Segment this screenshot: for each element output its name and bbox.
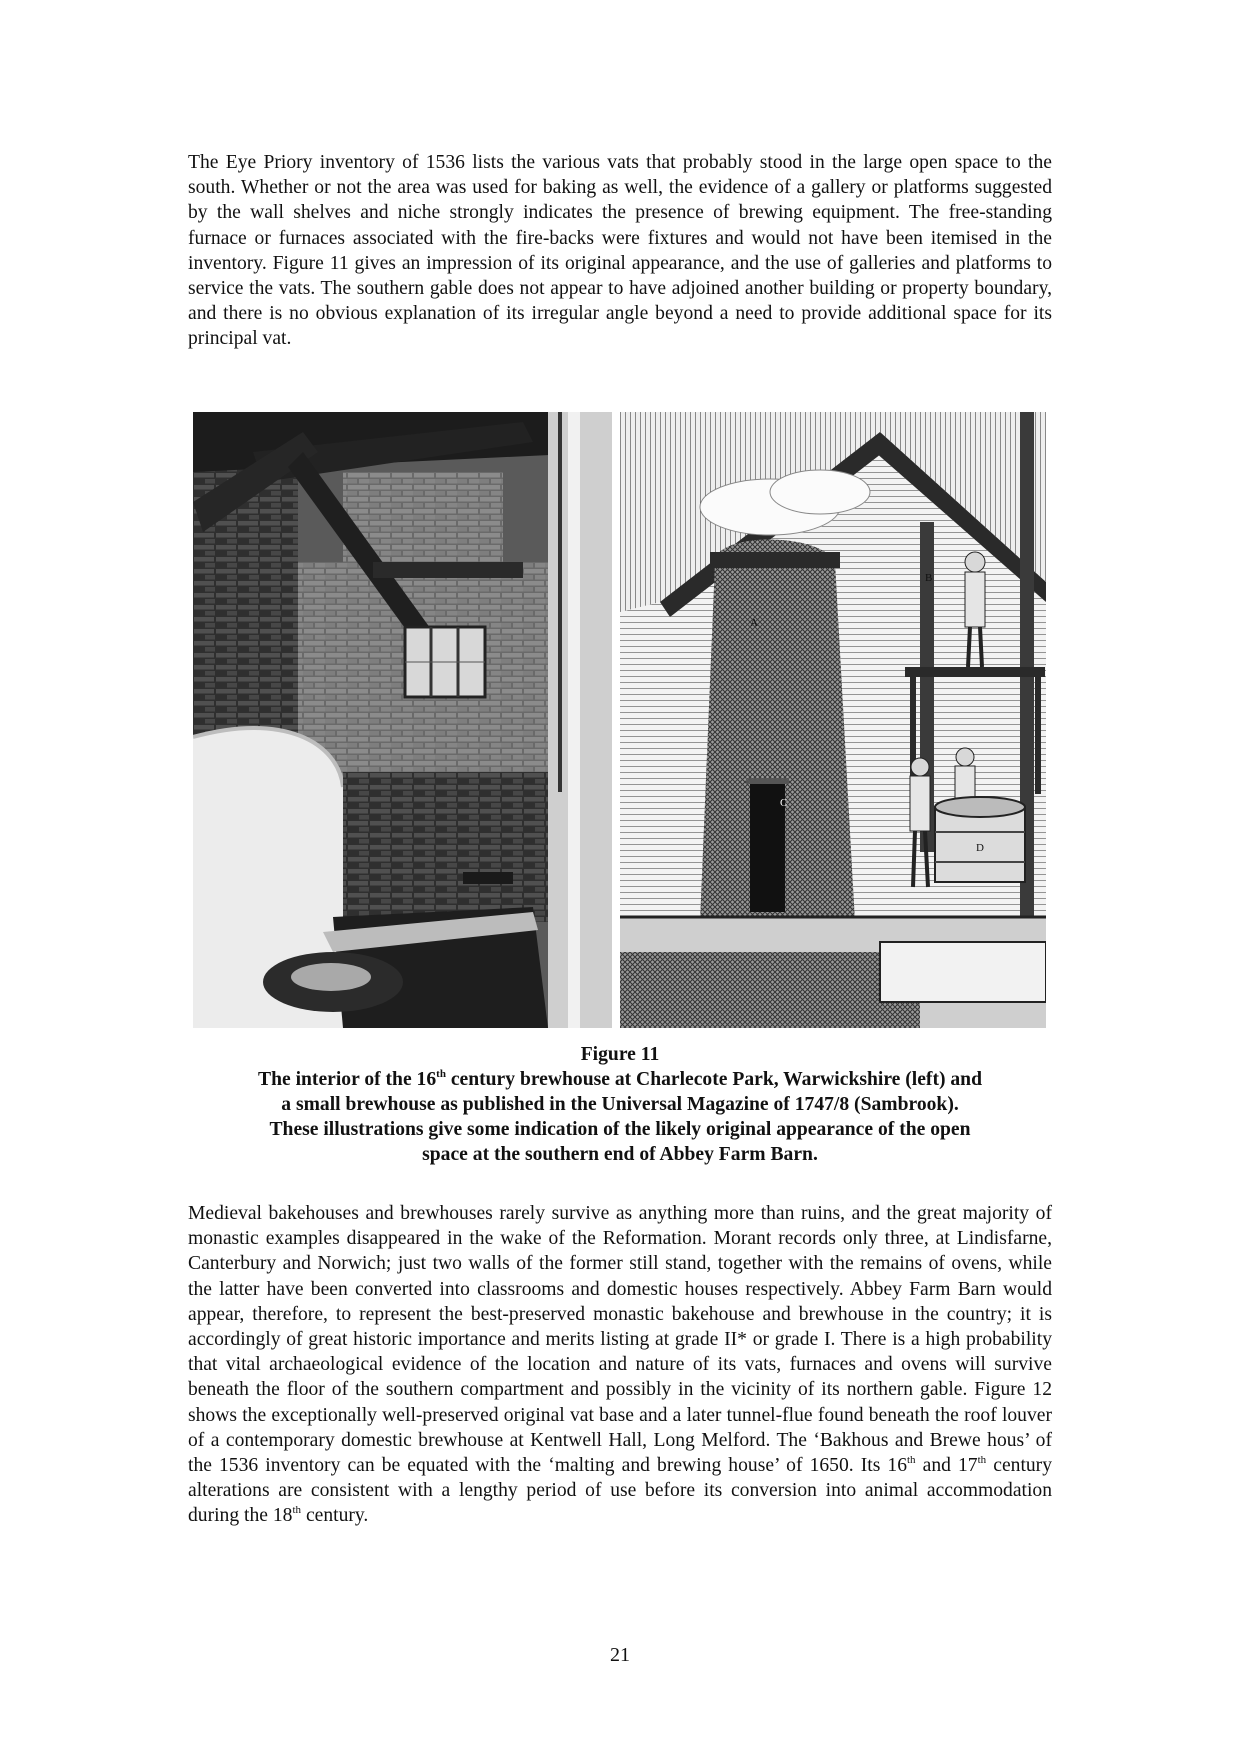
engraving-label-b: B (925, 572, 933, 584)
engraving-label-d: D (976, 842, 984, 854)
charlecote-brewhouse-photo (193, 412, 612, 1028)
paragraph-medieval-bakehouses: Medieval bakehouses and brewhouses rarely survive as anything more than ruins, and the great majority of monastic examples disappeared in the wake of the Reformation. Morant records only three, at Lindisfarne, Canterbury and Norwich; just two walls of the former still stand, together with the remains of ovens, while the latter have been converted into classrooms and domestic houses respectively. Abbey Farm Barn would appear, therefore, to represent the best-preserved monastic bakehouse and brewhouse in the country; it is accordingly of great historic importance and merits listing at grade II* or grade I. There is a high probability that vital archaeological evidence of the location and nature of its vats, furnaces and ovens will survive beneath the floor of the southern compartment and possibly in the vicinity of its northern gable. Figure 12 shows the exceptionally well-preserved original vat base and a later tunnel-flue found beneath the roof louver of a contemporary domestic brewhouse at Kentwell Hall, Long Melford. The ‘Bakhous and Brewe hous’ of the 1536 inventory can be equated with the ‘malting and brewing house’ of 1650. Its 16th and 17th century alterations are consistent with a lengthy period of use before its conversion into animal accommodation during the 18th century. (188, 1203, 1053, 1527)
engraving-label-c: C (780, 797, 788, 809)
universal-magazine-engraving (620, 412, 1046, 1028)
caption-line-1: The interior of the 16th century brewhouse at Charlecote Park, Warwickshire (left) and (258, 1068, 982, 1090)
caption-line-3: These illustrations give some indication of the likely original appearance of the open (269, 1119, 971, 1140)
figure-caption (150, 1042, 1090, 1167)
caption-line-2: a small brewhouse as published in the Universal Magazine of 1747/8 (Sambrook). (281, 1094, 959, 1115)
engraving-label-a: A (750, 617, 758, 629)
page-number: 21 (610, 1644, 630, 1666)
paragraph-intro: The Eye Priory inventory of 1536 lists the various vats that probably stood in the large open space to the south. Whether or not the area was used for baking as well, the evidence of a gallery or platforms suggested by the wall shelves and niche strongly indicates the presence of brewing equipment. The free-standing furnace or furnaces associated with the fire-backs were fixtures and would not have been itemised in the inventory. Figure 11 gives an impression of its original appearance, and the use of galleries and platforms to service the vats. The southern gable does not appear to have adjoined another building or property boundary, and there is no obvious explanation of its irregular angle beyond a need to provide additional space for its principal vat. (188, 152, 1052, 350)
figure-title: Figure 11 (580, 1044, 660, 1065)
caption-line-4: space at the southern end of Abbey Farm Barn. (422, 1144, 818, 1165)
